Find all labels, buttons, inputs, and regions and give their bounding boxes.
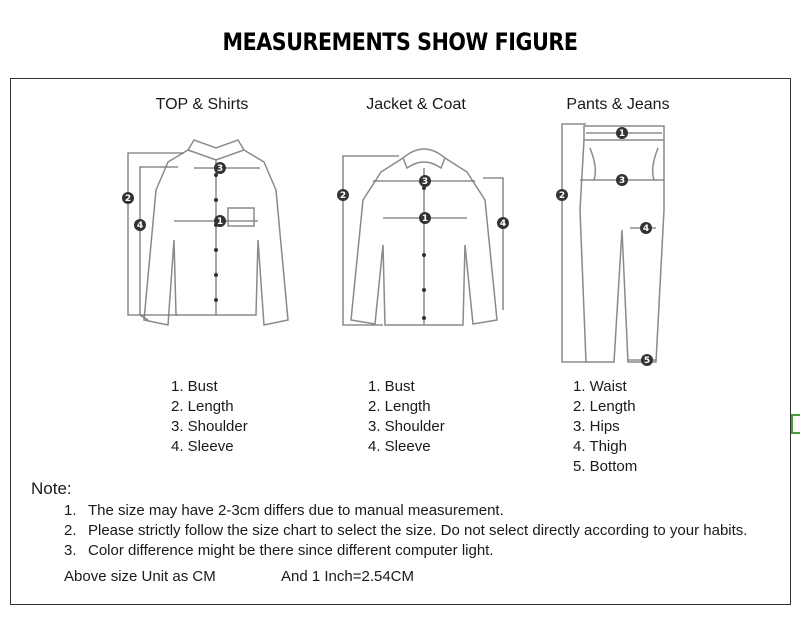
list-item: 2. Length	[573, 398, 636, 415]
svg-text:2: 2	[339, 191, 347, 201]
note-list	[64, 501, 747, 561]
shirt-illustration	[118, 120, 308, 340]
pants-marker-3	[616, 174, 628, 186]
list-item: 5. Bottom	[573, 458, 638, 475]
list-item: 1. Bust	[368, 378, 415, 395]
svg-text:4: 4	[499, 219, 507, 229]
pants-legend	[573, 377, 637, 477]
note-text: The size may have 2-3cm differs due to manual measurement.	[88, 502, 504, 519]
pants-measure-lines	[562, 124, 664, 362]
shirt-legend	[171, 377, 248, 457]
note-text: Please strictly follow the size chart to select the size. Do not select directly according to your habits.	[88, 522, 748, 539]
jacket-title: Jacket & Coat	[366, 96, 466, 113]
note-item	[64, 521, 747, 541]
list-item: 1. Waist	[573, 378, 627, 395]
note-item	[64, 541, 747, 561]
note-label: Note:	[31, 479, 72, 498]
jacket-collar	[403, 149, 445, 168]
pants-marker-4	[640, 222, 652, 234]
svg-text:3: 3	[216, 164, 224, 174]
list-item: 1. Bust	[171, 378, 218, 395]
pants-marker-2	[556, 189, 568, 201]
note-text: Color difference might be there since different computer light.	[88, 542, 494, 559]
pants-marker-5	[641, 354, 653, 366]
shirt-marker-1	[214, 215, 226, 227]
pants-outline	[580, 140, 664, 362]
svg-text:1: 1	[618, 129, 626, 139]
list-item: 3. Shoulder	[171, 418, 248, 435]
svg-text:1: 1	[421, 214, 429, 224]
list-item: 4. Sleeve	[368, 438, 431, 455]
edge-handle	[791, 414, 800, 434]
svg-text:5: 5	[643, 356, 651, 366]
note-number: 1.	[64, 502, 77, 519]
jacket-marker-2	[337, 189, 349, 201]
pants-illustration	[552, 120, 682, 370]
shirt-marker-4	[134, 219, 146, 231]
list-item: 4. Thigh	[573, 438, 627, 455]
svg-text:1: 1	[216, 217, 224, 227]
page-title: MEASUREMENTS SHOW FIGURE	[222, 28, 578, 56]
shirt-marker-3	[214, 162, 226, 174]
note-number: 3.	[64, 542, 77, 559]
list-item: 2. Length	[171, 398, 234, 415]
svg-text:4: 4	[136, 221, 144, 231]
jacket-marker-1	[419, 212, 431, 224]
shirt-title: TOP & Shirts	[155, 96, 249, 113]
list-item: 3. Hips	[573, 418, 620, 435]
jacket-marker-4	[497, 217, 509, 229]
unit-text: Above size Unit as CM	[64, 568, 216, 585]
svg-text:2: 2	[124, 194, 132, 204]
inch-conversion-text: And 1 Inch=2.54CM	[281, 568, 415, 585]
shirt-marker-2	[122, 192, 134, 204]
pants-title: Pants & Jeans	[566, 96, 670, 113]
svg-text:3: 3	[421, 177, 429, 187]
note-item	[64, 501, 747, 521]
shirt-collar	[188, 140, 244, 160]
jacket-illustration	[333, 120, 523, 340]
note-number: 2.	[64, 522, 77, 539]
svg-text:2: 2	[558, 191, 566, 201]
list-item: 3. Shoulder	[368, 418, 445, 435]
shirt-measure-lines	[128, 153, 260, 320]
svg-text:4: 4	[642, 224, 650, 234]
jacket-marker-3	[419, 175, 431, 187]
pants-marker-1	[616, 127, 628, 139]
svg-text:3: 3	[618, 176, 626, 186]
jacket-legend	[368, 377, 445, 457]
list-item: 2. Length	[368, 398, 431, 415]
list-item: 4. Sleeve	[171, 438, 234, 455]
